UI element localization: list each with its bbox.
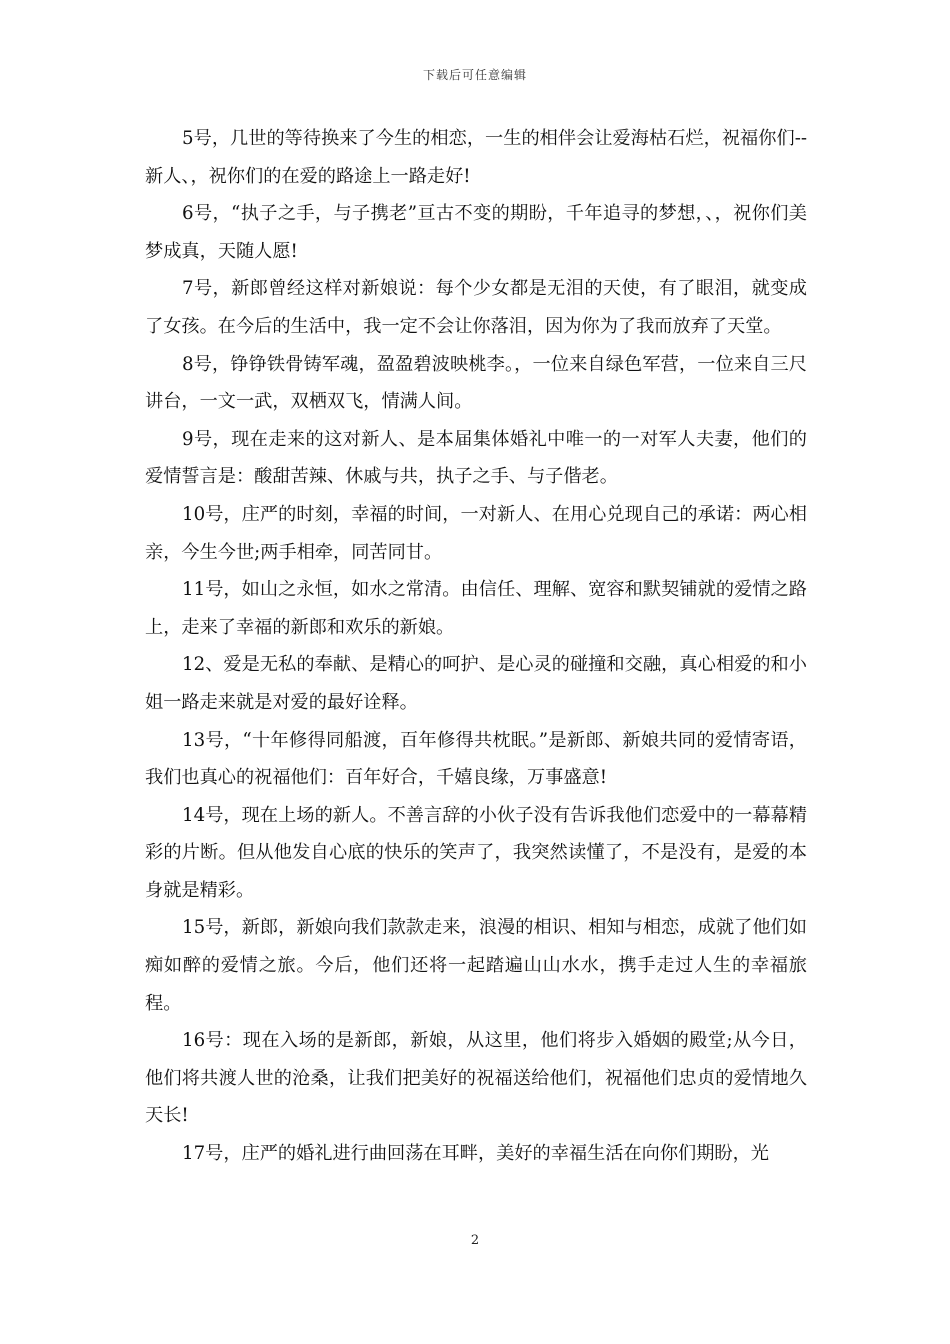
paragraph-17: 17号，庄严的婚礼进行曲回荡在耳畔，美好的幸福生活在向你们期盼，光 <box>182 1143 769 1165</box>
paragraph-16: 16号：现在入场的是新郎，新娘，从这里，他们将步入婚姻的殿堂;从今日，他们将共渡人世的沧桑，让我们把美好的祝福送给他们，祝福他们忠贞的爱情地久天长! <box>145 1030 807 1127</box>
paragraph-6: 6号，“执子之手，与子携老”亘古不变的期盼，千年追寻的梦想，、，祝你们美梦成真，天随人愿! <box>145 203 807 262</box>
paragraph-10: 10号，庄严的时刻，幸福的时间，一对新人、在用心兑现自己的承诺：两心相亲，今生今世;两手相牵，同苦同甘。 <box>145 503 807 563</box>
document-body <box>145 120 807 1173</box>
paragraph-13: 13号，“十年修得同船渡，百年修得共枕眠。”是新郎、新娘共同的爱情寄语，我们也真心的祝福他们：百年好合，千嬉良缘，万事盛意! <box>145 729 807 789</box>
paragraph-14: 14号，现在上场的新人。不善言辞的小伙子没有告诉我他们恋爱中的一幕幕精彩的片断。但从他发自心底的快乐的笑声了，我突然读懂了，不是没有，是爱的本身就是精彩。 <box>145 804 807 901</box>
paragraph-5: 5号，几世的等待换来了今生的相恋，一生的相伴会让爱海枯石烂，祝福你们--新人、，祝你们的在爱的路途上一路走好! <box>145 128 807 187</box>
paragraph-8: 8号，铮铮铁骨铸军魂，盈盈碧波映桃李。，一位来自绿色军营，一位来自三尺讲台，一文一武，双栖双飞，情满人间。 <box>145 353 807 413</box>
page-number: 2 <box>470 1233 480 1248</box>
paragraph-9: 9号，现在走来的这对新人、是本届集体婚礼中唯一的一对军人夫妻，他们的爱情誓言是：酸甜苦辣、休戚与共，执子之手、与子偕老。 <box>145 428 807 488</box>
paragraph-7: 7号，新郎曾经这样对新娘说：每个少女都是无泪的天使，有了眼泪，就变成了女孩。在今后的生活中，我一定不会让你落泪，因为你为了我而放弃了天堂。 <box>145 278 807 337</box>
paragraph-15: 15号，新郎，新娘向我们款款走来，浪漫的相识、相知与相恋，成就了他们如痴如醉的爱情之旅。今后，他们还将一起踏遍山山水水，携手走过人生的幸福旅程。 <box>145 917 807 1014</box>
paragraph-12: 12、爱是无私的奉献、是精心的呵护、是心灵的碰撞和交融，真心相爱的和小姐一路走来就是对爱的最好诠释。 <box>145 654 807 713</box>
page-header: 下载后可任意编辑 <box>422 68 527 82</box>
paragraph-11: 11号，如山之永恒，如水之常清。由信任、理解、宽容和默契铺就的爱情之路上，走来了幸福的新郎和欢乐的新娘。 <box>145 579 807 638</box>
